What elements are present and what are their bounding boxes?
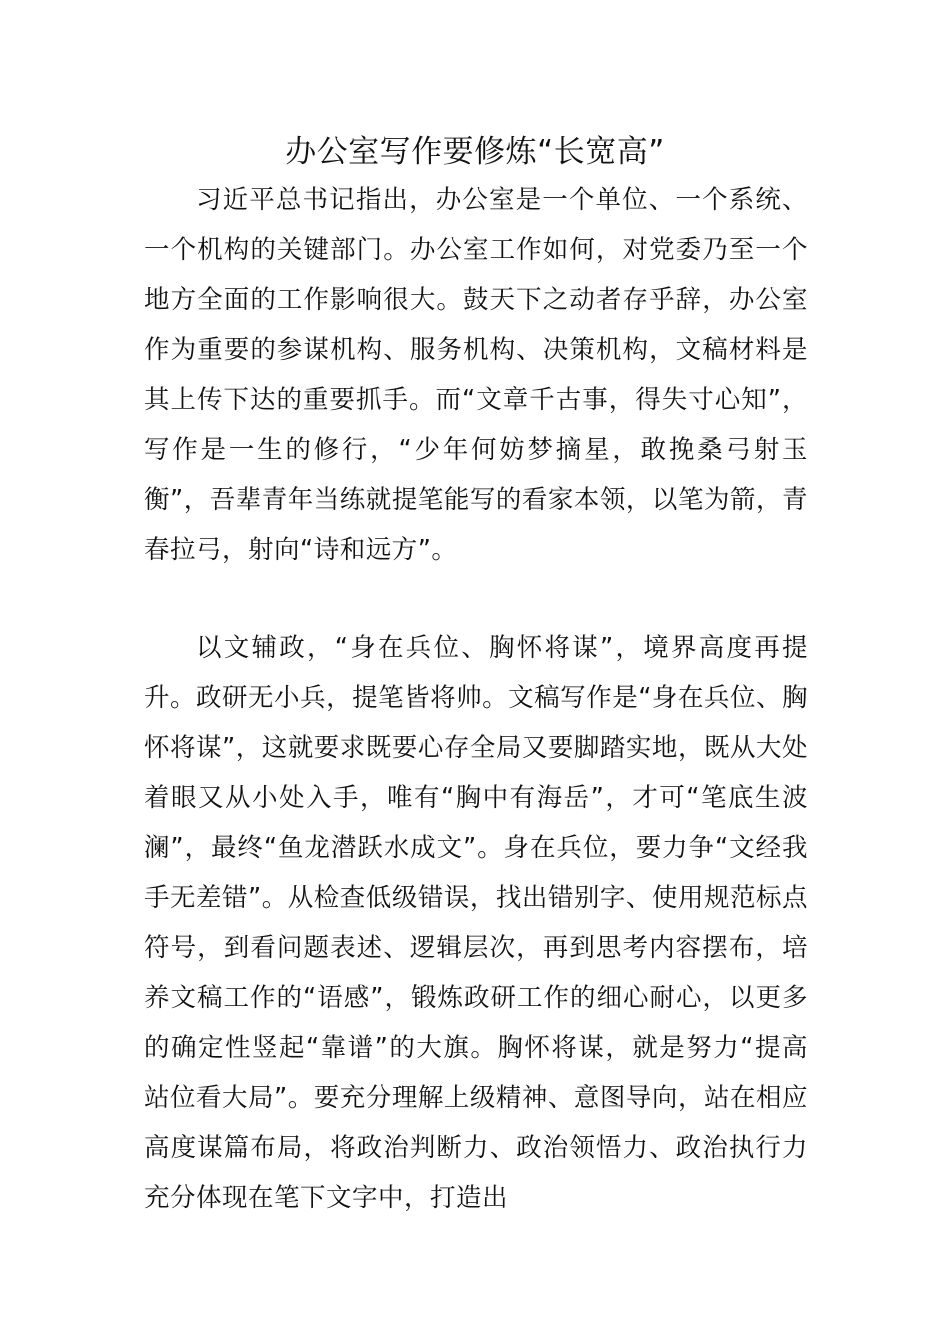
paragraph-1: 习近平总书记指出，办公室是一个单位、一个系统、一个机构的关键部门。办公室工作如何，对党委乃至一个地方全面的工作影响很大。鼓天下之动者存乎辞，办公室作为重要的参谋机构、服务机构、决策机构，文稿材料是其上传下达的重要抓手。而“文章千古事，得失寸心知”，写作是一生的修行，“少年何妨梦摘星，敢挽桑弓射玉衡”，吾辈青年当练就提笔能写的看家本领，以笔为箭，青春拉弓，射向“诗和远方”。: [144, 185, 808, 565]
document-title: 办公室写作要修炼“长宽高”: [285, 134, 665, 170]
paragraph-2: 以文辅政，“身在兵位、胸怀将谋”，境界高度再提升。政研无小兵，提笔皆将帅。文稿写作是“身在兵位、胸怀将谋”，这就要求既要心存全局又要脚踏实地，既从大处着眼又从小处入手，唯有“胸中有海岳”，才可“笔底生波澜”，最终“鱼龙潜跃水成文”。身在兵位，要力争“文经我手无差错”。从检查低级错误，找出错别字、使用规范标点符号，到看问题表述、逻辑层次，再到思考内容摆布，培养文稿工作的“语感”，锻炼政研工作的细心耐心，以更多的确定性竖起“靠谱”的大旗。胸怀将谋，就是努力“提高站位看大局”。要充分理解上级精神、意图导向，站在相应高度谋篇布局，将政治判断力、政治领悟力、政治执行力充分体现在笔下文字中，打造出: [144, 633, 808, 1213]
